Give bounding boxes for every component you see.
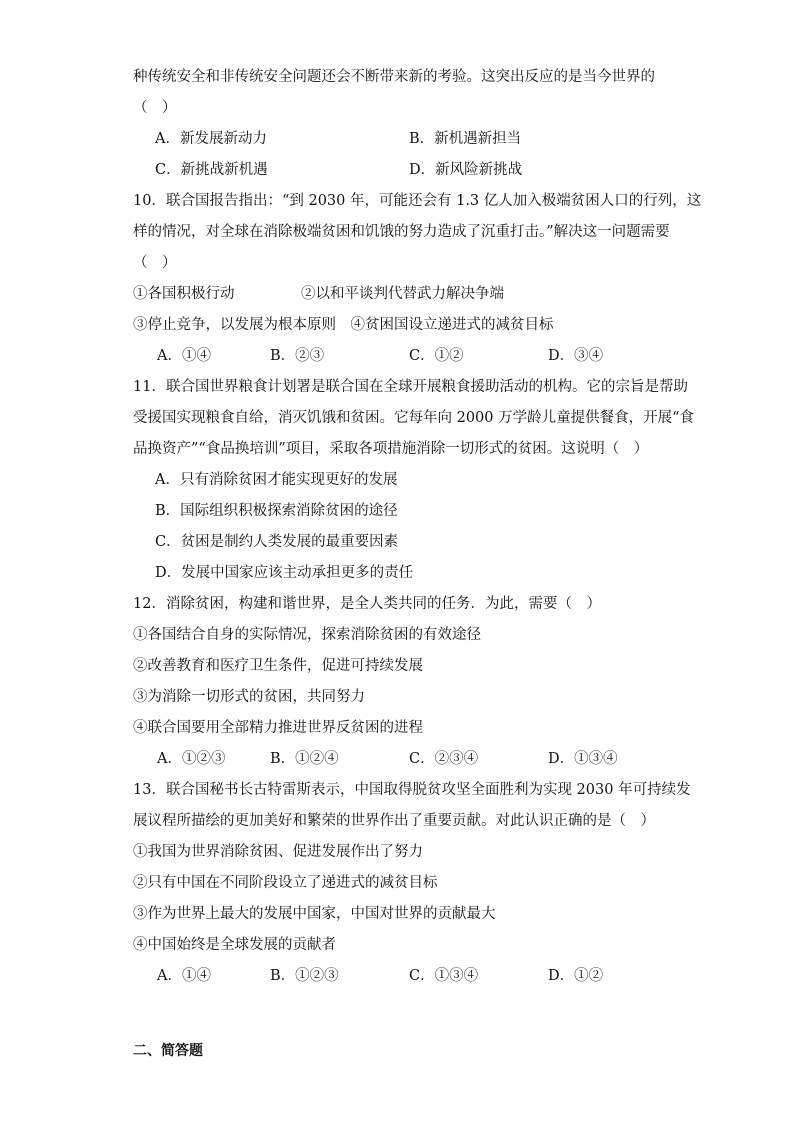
q9-option-c: C．新挑战新机遇 [155, 162, 268, 178]
q11-stem-line-3: 品换资产”“食品换培训”项目，采取各项措施消除一切形式的贫困。这说明（ ） [133, 441, 649, 457]
q10-choice-c: C．①② [409, 348, 464, 364]
q12-choice-a: A．①②③ [157, 751, 226, 767]
q13-stem-line-1: 13．联合国秘书长古特雷斯表示，中国取得脱贫攻坚全面胜利为实现 2030 年可持续发 [133, 782, 691, 798]
q13-choice-a: A．①④ [157, 968, 211, 984]
q13-stem-line-2: 展议程所描绘的更加美好和繁荣的世界作出了重要贡献。对此认识正确的是（ ） [133, 813, 655, 829]
q11-stem-line-1: 11．联合国世界粮食计划署是联合国在全球开展粮食援助活动的机构。它的宗旨是帮助 [133, 379, 688, 395]
q11-stem-line-2: 受援国实现粮食自给，消灭饥饿和贫困。它每年向 2000 万学龄儿童提供餐食，开展“食 [133, 410, 695, 426]
q10-stem-line-1: 10．联合国报告指出：“到 2030 年，可能还会有 1.3 亿人加入极端贫困人口的行列，这 [133, 193, 702, 209]
q12-choice-c: C．②③④ [409, 751, 479, 767]
q9-options-row-1 [133, 124, 665, 155]
q13-statement-3: ③作为世界上最大的发展中国家，中国对世界的贡献最大 [133, 906, 496, 922]
q11-option-a: A．只有消除贫困才能实现更好的发展 [155, 472, 398, 488]
q13-statement-4: ④中国始终是全球发展的贡献者 [133, 937, 336, 953]
q10-statements-row-1 [133, 279, 665, 310]
q11-option-b: B．国际组织积极探索消除贫困的途径 [155, 503, 398, 519]
q12-choices [133, 744, 665, 775]
q10-choice-d: D．③④ [548, 348, 604, 364]
q13-statement-2: ②只有中国在不同阶段设立了递进式的减贫目标 [133, 875, 438, 891]
q9-option-b: B．新机遇新担当 [409, 131, 522, 147]
q12-statement-2: ②改善教育和医疗卫生条件，促进可持续发展 [133, 658, 423, 674]
q10-choice-a: A．①④ [157, 348, 211, 364]
q13-choices [133, 961, 665, 992]
q11-option-d: D．发展中国家应该主动承担更多的责任 [155, 565, 414, 581]
q10-statement-2: ②以和平谈判代替武力解决争端 [301, 286, 504, 302]
q9-stem-line-1: 种传统安全和非传统安全问题还会不断带来新的考验。这突出反应的是当今世界的 [133, 69, 655, 85]
q9-option-a: A．新发展新动力 [155, 131, 267, 147]
q10-stem-line-2: 样的情况，对全球在消除极端贫困和饥饿的努力造成了沉重打击。”解决这一问题需要 [133, 224, 670, 240]
q13-choice-b: B．①②③ [270, 968, 339, 984]
q13-statement-1: ①我国为世界消除贫困、促进发展作出了努力 [133, 844, 423, 860]
q13-choice-d: D．①② [548, 968, 604, 984]
q9-options-row-2 [133, 155, 665, 186]
q11-option-c: C．贫困是制约人类发展的最重要因素 [155, 534, 399, 550]
q12-statement-4: ④联合国要用全部精力推进世界反贫困的进程 [133, 720, 423, 736]
q9-stem-line-2: （ ） [133, 100, 177, 116]
q10-stem-line-3: （ ） [133, 255, 177, 271]
q10-statement-1: ①各国积极行动 [133, 286, 235, 302]
section-heading: 二、简答题 [133, 1043, 203, 1059]
q9-option-d: D．新风险新挑战 [409, 162, 523, 178]
q10-choices [133, 341, 665, 372]
q12-stem: 12．消除贫困，构建和谐世界，是全人类共同的任务．为此，需要（ ） [133, 596, 601, 612]
q12-choice-d: D．①③④ [548, 751, 618, 767]
q12-statement-1: ①各国结合自身的实际情况，探索消除贫困的有效途径 [133, 627, 481, 643]
q10-choice-b: B．②③ [270, 348, 325, 364]
q12-choice-b: B．①②④ [270, 751, 339, 767]
q10-statements-row-2: ③停止竞争，以发展为根本原则 ④贫困国设立递进式的减贫目标 [133, 317, 554, 333]
q12-statement-3: ③为消除一切形式的贫困，共同努力 [133, 689, 365, 705]
q13-choice-c: C．①③④ [409, 968, 479, 984]
question-content [133, 62, 702, 992]
